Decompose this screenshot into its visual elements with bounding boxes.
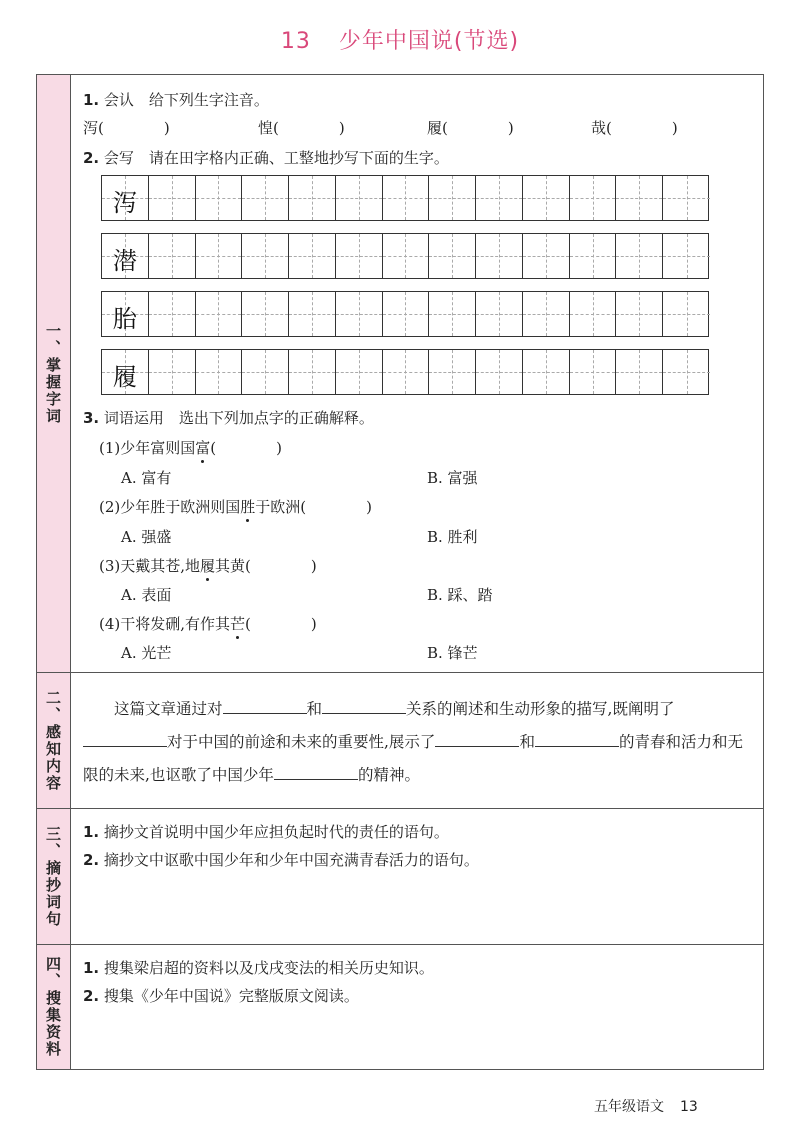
grid-cell[interactable] [196, 292, 243, 336]
grid-cell[interactable] [616, 292, 663, 336]
question-stem: (3)天戴其苍,地履其黄( ) [99, 557, 317, 575]
grid-cell[interactable] [289, 234, 336, 278]
option-a[interactable]: A. 表面 [121, 586, 172, 604]
grid-cell[interactable] [336, 292, 383, 336]
q2-title: 2. 会写 请在田字格内正确、工整地抄写下面的生字。 [83, 149, 449, 167]
grid-cell[interactable] [663, 176, 710, 220]
grid-cell[interactable] [242, 350, 289, 394]
section-label: 一、掌握字词 [37, 75, 71, 672]
grid-cell[interactable] [429, 350, 476, 394]
option-b[interactable]: B. 锋芒 [427, 644, 478, 662]
grid-cell[interactable] [336, 176, 383, 220]
grid-cell[interactable] [336, 234, 383, 278]
blank[interactable] [435, 730, 519, 747]
grid-cell[interactable] [570, 350, 617, 394]
grid-cell[interactable] [289, 350, 336, 394]
grid-cell[interactable] [383, 292, 430, 336]
grid-cell[interactable] [242, 176, 289, 220]
question-stem: (4)干将发硎,有作其芒( ) [99, 615, 317, 633]
section-perceive-content [37, 673, 763, 809]
grid-cell[interactable] [289, 176, 336, 220]
option-b[interactable]: B. 富强 [427, 469, 478, 487]
section-copy-sentences [37, 809, 763, 945]
question-stem: (1)少年富则国富( ) [99, 439, 282, 457]
writing-grid-row [101, 175, 709, 221]
grid-cell[interactable] [663, 292, 710, 336]
footer-label: 五年级语文 [594, 1099, 664, 1115]
grid-cell[interactable] [242, 292, 289, 336]
grid-cell[interactable] [149, 350, 196, 394]
grid-cell[interactable] [476, 350, 523, 394]
page-number: 13 [680, 1099, 698, 1115]
option-a[interactable]: A. 富有 [121, 469, 172, 487]
grid-cell[interactable] [663, 234, 710, 278]
writing-grid-row [101, 233, 709, 279]
option-a[interactable]: A. 强盛 [121, 528, 172, 546]
grid-cell[interactable] [523, 350, 570, 394]
grid-cell[interactable] [429, 176, 476, 220]
grid-cell[interactable] [289, 292, 336, 336]
lesson-number: 13 [280, 29, 311, 54]
grid-cell[interactable] [523, 176, 570, 220]
lesson-title: 少年中国说(节选) [338, 29, 520, 54]
grid-cell[interactable] [429, 292, 476, 336]
option-a[interactable]: A. 光芒 [121, 644, 172, 662]
dotted-char: 富 [195, 439, 211, 457]
fill-blank-paragraph: 这篇文章通过对 和 关系的阐述和生动形象的描写,既阐明了对于中国的前途和未来的重要性,展示了 和 的青春和活力和无限的未来,也讴歌了中国少年 的精神。 [83, 693, 753, 792]
writing-grid-row [101, 291, 709, 337]
question-stem: (2)少年胜于欧洲则国胜于欧洲( ) [99, 498, 372, 516]
worksheet-frame [36, 74, 764, 1070]
grid-cell[interactable] [149, 176, 196, 220]
list-item: 2. 搜集《少年中国说》完整版原文阅读。 [83, 987, 359, 1005]
blank[interactable] [83, 730, 167, 747]
pinyin-item: 哉( ) [591, 119, 678, 137]
model-char: 履 [112, 363, 137, 391]
grid-cell[interactable] [570, 176, 617, 220]
model-char: 泻 [112, 189, 137, 217]
grid-cell[interactable] [429, 234, 476, 278]
section-master-words [37, 75, 763, 673]
grid-cell[interactable] [663, 350, 710, 394]
grid-cell[interactable] [196, 234, 243, 278]
dotted-char: 履 [200, 557, 216, 575]
blank[interactable] [223, 697, 307, 714]
grid-cell[interactable] [523, 292, 570, 336]
writing-grid-row [101, 349, 709, 395]
section-label: 三、摘抄词句 [37, 809, 71, 944]
q1-title: 1. 会认 给下列生字注音。 [83, 91, 269, 109]
dotted-char: 胜 [240, 498, 256, 516]
model-char: 胎 [112, 305, 137, 333]
blank[interactable] [274, 763, 358, 780]
q3-title: 3. 词语运用 选出下列加点字的正确解释。 [83, 409, 374, 427]
grid-cell[interactable] [570, 292, 617, 336]
pinyin-item: 泻( ) [83, 119, 170, 137]
list-item: 2. 摘抄文中讴歌中国少年和少年中国充满青春活力的语句。 [83, 851, 479, 869]
grid-cell[interactable] [149, 234, 196, 278]
grid-cell[interactable] [242, 234, 289, 278]
option-b[interactable]: B. 胜利 [427, 528, 478, 546]
grid-cell[interactable] [570, 234, 617, 278]
list-item: 1. 摘抄文首说明中国少年应担负起时代的责任的语句。 [83, 823, 449, 841]
grid-cell[interactable] [149, 292, 196, 336]
dotted-char: 芒 [230, 615, 246, 633]
section-collect-materials [37, 945, 763, 1069]
model-char: 潜 [112, 247, 137, 275]
grid-cell[interactable] [476, 234, 523, 278]
page-footer [594, 1096, 698, 1116]
grid-cell[interactable] [523, 234, 570, 278]
list-item: 1. 搜集梁启超的资料以及戊戌变法的相关历史知识。 [83, 959, 434, 977]
grid-cell[interactable] [476, 176, 523, 220]
section-label: 二、感知内容 [37, 673, 71, 808]
grid-cell[interactable] [383, 234, 430, 278]
grid-cell[interactable] [336, 350, 383, 394]
grid-cell[interactable] [383, 350, 430, 394]
option-b[interactable]: B. 踩、踏 [427, 586, 493, 604]
section-label: 四、搜集资料 [37, 945, 71, 1069]
grid-cell[interactable] [616, 176, 663, 220]
grid-cell[interactable] [616, 350, 663, 394]
grid-cell[interactable] [196, 176, 243, 220]
blank[interactable] [322, 697, 406, 714]
grid-cell[interactable] [616, 234, 663, 278]
grid-cell[interactable] [476, 292, 523, 336]
pinyin-item: 惶( ) [258, 119, 345, 137]
pinyin-item: 履( ) [427, 119, 514, 137]
grid-cell[interactable] [383, 176, 430, 220]
blank[interactable] [535, 730, 619, 747]
grid-cell[interactable] [196, 350, 243, 394]
page-title [0, 24, 800, 55]
